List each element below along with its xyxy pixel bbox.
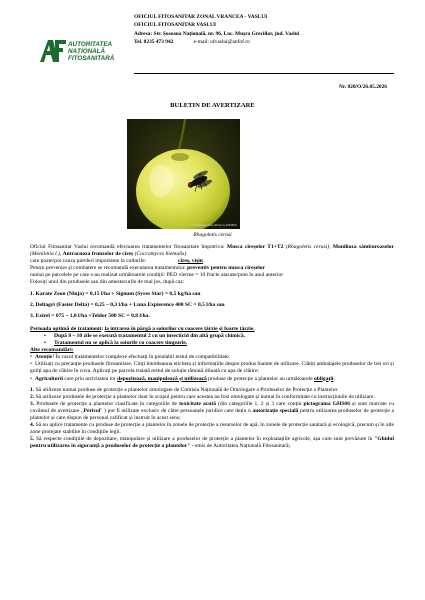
bullet-icon: • bbox=[30, 354, 32, 361]
treatment-text: Pentru prevenire și combatere se recomandă executarea tratamentului: bbox=[30, 265, 188, 272]
pest-photo bbox=[127, 119, 240, 229]
precaution-text: Utilizați cu precauție produsele fitosanitare. Citiți întotdeauna eticheta și informațiile despre produs înainte de utilizare. Clătiți ambalajele produselor de trei ori și goliți apa de clătire în cuva. Aplicați pe parcela tratată restul de soluție rămasă diluată cu apa de clătire; bbox=[30, 361, 394, 375]
obligation-4 bbox=[30, 422, 394, 436]
products-intro-line: Folosiți unul din produsele sau din amestecurile de mai jos, după caz: bbox=[30, 279, 185, 286]
document-number: Nr. 020/O/26.05.2026 bbox=[338, 84, 387, 90]
pest-cherry-fly-latin: (Rhagoletis cerasi) bbox=[285, 244, 330, 250]
pest-antracnoza-latin: (Coccomyces hiemalis) bbox=[134, 251, 187, 258]
pictogram-label: pictograma GHS06 bbox=[303, 400, 350, 407]
pest-antracnoza: Antracnoza frunzelor de cireș bbox=[62, 251, 134, 258]
anf-logo bbox=[38, 38, 122, 70]
bullet-icon: • bbox=[30, 361, 32, 368]
separator: : bbox=[101, 325, 105, 332]
safety-guide-title: "Ghidul pentru utilizarea în siguranță a produselor de protecție a plantelor" bbox=[30, 436, 395, 450]
obligation-text: Să utilizeze numai produse de protecție a plantelor omologate de Comisia Națională de Omologare a Produselor de Protecție a Plantelor. bbox=[35, 386, 339, 393]
document-title: BULETIN DE AVERTIZARE bbox=[170, 102, 255, 109]
crops-line bbox=[30, 258, 394, 265]
toxicity-label: toxicitate acută bbox=[179, 400, 216, 407]
obligation-number: 3. bbox=[30, 400, 35, 407]
crops-value: cireș, vișin bbox=[178, 258, 203, 265]
bulletin-body bbox=[30, 244, 394, 450]
intro-paragraph bbox=[30, 244, 394, 258]
farmers-activities: depozitează, manipulează și utilizează bbox=[117, 375, 207, 382]
farmers-text-b: produse de protecție a plantelor au următoarele bbox=[206, 375, 314, 382]
obligation-number: 4. bbox=[30, 422, 35, 429]
bullet-icon: • bbox=[30, 375, 32, 382]
obligation-text: Să respecte condițiile de depozitare, manipulare și utilizare a produselor de protecție a plantelor în exploatațiile agricole, așa cum sunt prevăzute în bbox=[36, 436, 375, 443]
obligation-text: pentru utilizarea produselor de protecție a plantelor și care dispun de personal calificat și instruit în acest sens; bbox=[30, 407, 394, 421]
obligation-text: (din categoriile 1, 2 și 3 care conțin bbox=[215, 400, 304, 407]
logo-text-line3: FITOSANITARĂ bbox=[68, 55, 115, 62]
separator: , bbox=[329, 244, 333, 250]
separator: , bbox=[59, 251, 63, 258]
cherry-fruit-fly-image bbox=[127, 119, 240, 229]
pest-monilioza: Monilioza sâmburoaselor bbox=[332, 244, 394, 250]
header-divider bbox=[134, 73, 394, 74]
intro-text: Oficiul Fitosanitar Vaslui recomandă efectuarea tratamentelor fitosanitare împotriva: bbox=[30, 244, 227, 250]
obligation-2 bbox=[30, 394, 394, 401]
optimal-period-text: la intrarea în pârgă a soiurilor cu coacere târzie și foarte târzie. bbox=[104, 325, 255, 332]
obligation-text: Produsele de protecție a plantelor clasificate în categoriile de bbox=[36, 400, 180, 407]
farmers-text-a: care prin activitatea lor bbox=[63, 375, 118, 382]
logo-text-line1: AUTORITATEA bbox=[68, 41, 113, 48]
pest-monilioza-latin: (Monilinia l.) bbox=[30, 251, 60, 258]
optimal-period-label: Perioada optimă de tratament bbox=[30, 325, 102, 332]
obligation-number: 1. bbox=[30, 386, 35, 393]
letterhead bbox=[30, 10, 400, 72]
obligation-text: Să nu aplice tratamente cu produse de protecție a plantelor în zonele de protecție a resurselor de apă, în zonele de protecție sanitară și ecologică, precum și în alte zone protejate stabilite în condițiile legii. bbox=[30, 422, 394, 436]
photo-caption: Rhagoletis cerasi bbox=[193, 232, 232, 238]
product-option-1: 1. Karate Zeon (Ninja) = 0,15 l/ha + Signum (Syres Star) = 0,5 kg/ha sau bbox=[30, 290, 201, 297]
farmers-label: Agricultorii bbox=[35, 375, 64, 382]
obligation-number: 5. bbox=[30, 436, 35, 443]
obligation-number: 2. bbox=[30, 393, 35, 400]
period-bullet-1: • După 8 – 10 zile se execută tratamentul 2 cu un insecticid din altă grupă chimică. bbox=[54, 333, 394, 340]
danger-label: Pericol bbox=[83, 407, 101, 414]
obligation-text: Să utilizeze produsele de protecție a plantelor doar în scopul pentru care acestea au fost omologate și numai în conformitate cu instrucțiunile de utilizare. bbox=[35, 393, 375, 400]
obligation-text: - emis de Autoritatea Națională Fitosanitară; bbox=[190, 443, 291, 450]
header-phone: Tel. 0235 473 942 bbox=[134, 38, 174, 45]
anf-logo-mark-icon bbox=[38, 38, 68, 64]
product-option-3: 3. Exirel = 075 – 1,0 l/ha +Teldor 500 SC = 0,8 l/ha. bbox=[30, 312, 150, 319]
photo-credit: Rhagoletis cerasi (Photo by ANF/BIO) bbox=[193, 224, 237, 227]
crops-label: care poate/pot cauza pierderi importante la culturile: bbox=[30, 258, 147, 265]
header-address: Adresa: Str. Șoseaua Națională, nr. 96, Loc. Mușra Greciilor, jud. Vaslui bbox=[134, 30, 300, 37]
header-office-zonal: OFICIUL FITOSANITAR ZONAL VRANCEA - VASLUI bbox=[134, 14, 268, 20]
condition-line: numai pe parcelele pe care s-au realizat următoarele condiții: PED vierme = 10 fructe atacate/pom în anul anterior bbox=[30, 272, 284, 279]
attention-text: ! În cazul tratamentelor complexe efectuați în prealabil testul de compatibilitate. bbox=[52, 354, 231, 361]
treatment-type: preventiv pentru musca cireșelor bbox=[187, 265, 265, 272]
header-contact bbox=[134, 38, 299, 46]
obligation-5 bbox=[30, 436, 394, 450]
sentence-end: : bbox=[333, 375, 335, 382]
sentence-end: . bbox=[186, 251, 188, 258]
other-recommendations-heading: Alte recomandări: bbox=[30, 347, 74, 354]
obligation-text: " ) pot fi utilizate exclusiv de către persoanele juridice care dețin o bbox=[100, 407, 253, 414]
logo-text-line2: NAȚIONALĂ bbox=[68, 48, 106, 55]
header-office-vaslui: OFICIUL FITOSANITAR VASLUI bbox=[134, 22, 216, 29]
obligation-1 bbox=[30, 387, 394, 394]
obligation-3 bbox=[30, 401, 394, 422]
special-authorization-label: autorizație specială bbox=[252, 407, 299, 414]
attention-label: Atenție bbox=[35, 354, 53, 361]
obligations-label: obligații bbox=[313, 375, 334, 382]
header-email[interactable]: e-mail: ofvaslui@anfof.ro bbox=[193, 38, 250, 45]
recommendation-farmers bbox=[30, 376, 394, 383]
period-bullet-2: • Tratamentul nu se aplică la soiurile cu coacere timpurie. bbox=[54, 340, 394, 347]
product-option-2: 2. Deltagri (Faster Delta) = 0,25 – 0,3 l/ha + Luna Expierence 400 SC = 0,5 l/ha sau bbox=[30, 301, 225, 308]
optimal-period bbox=[30, 326, 394, 333]
pest-cherry-fly: Musca cireșelor T1+T2 bbox=[226, 244, 284, 250]
recommendation-precaution bbox=[30, 361, 394, 375]
obligation-text: și sunt marcate cu cuvântul de avertizare „ bbox=[30, 400, 395, 414]
